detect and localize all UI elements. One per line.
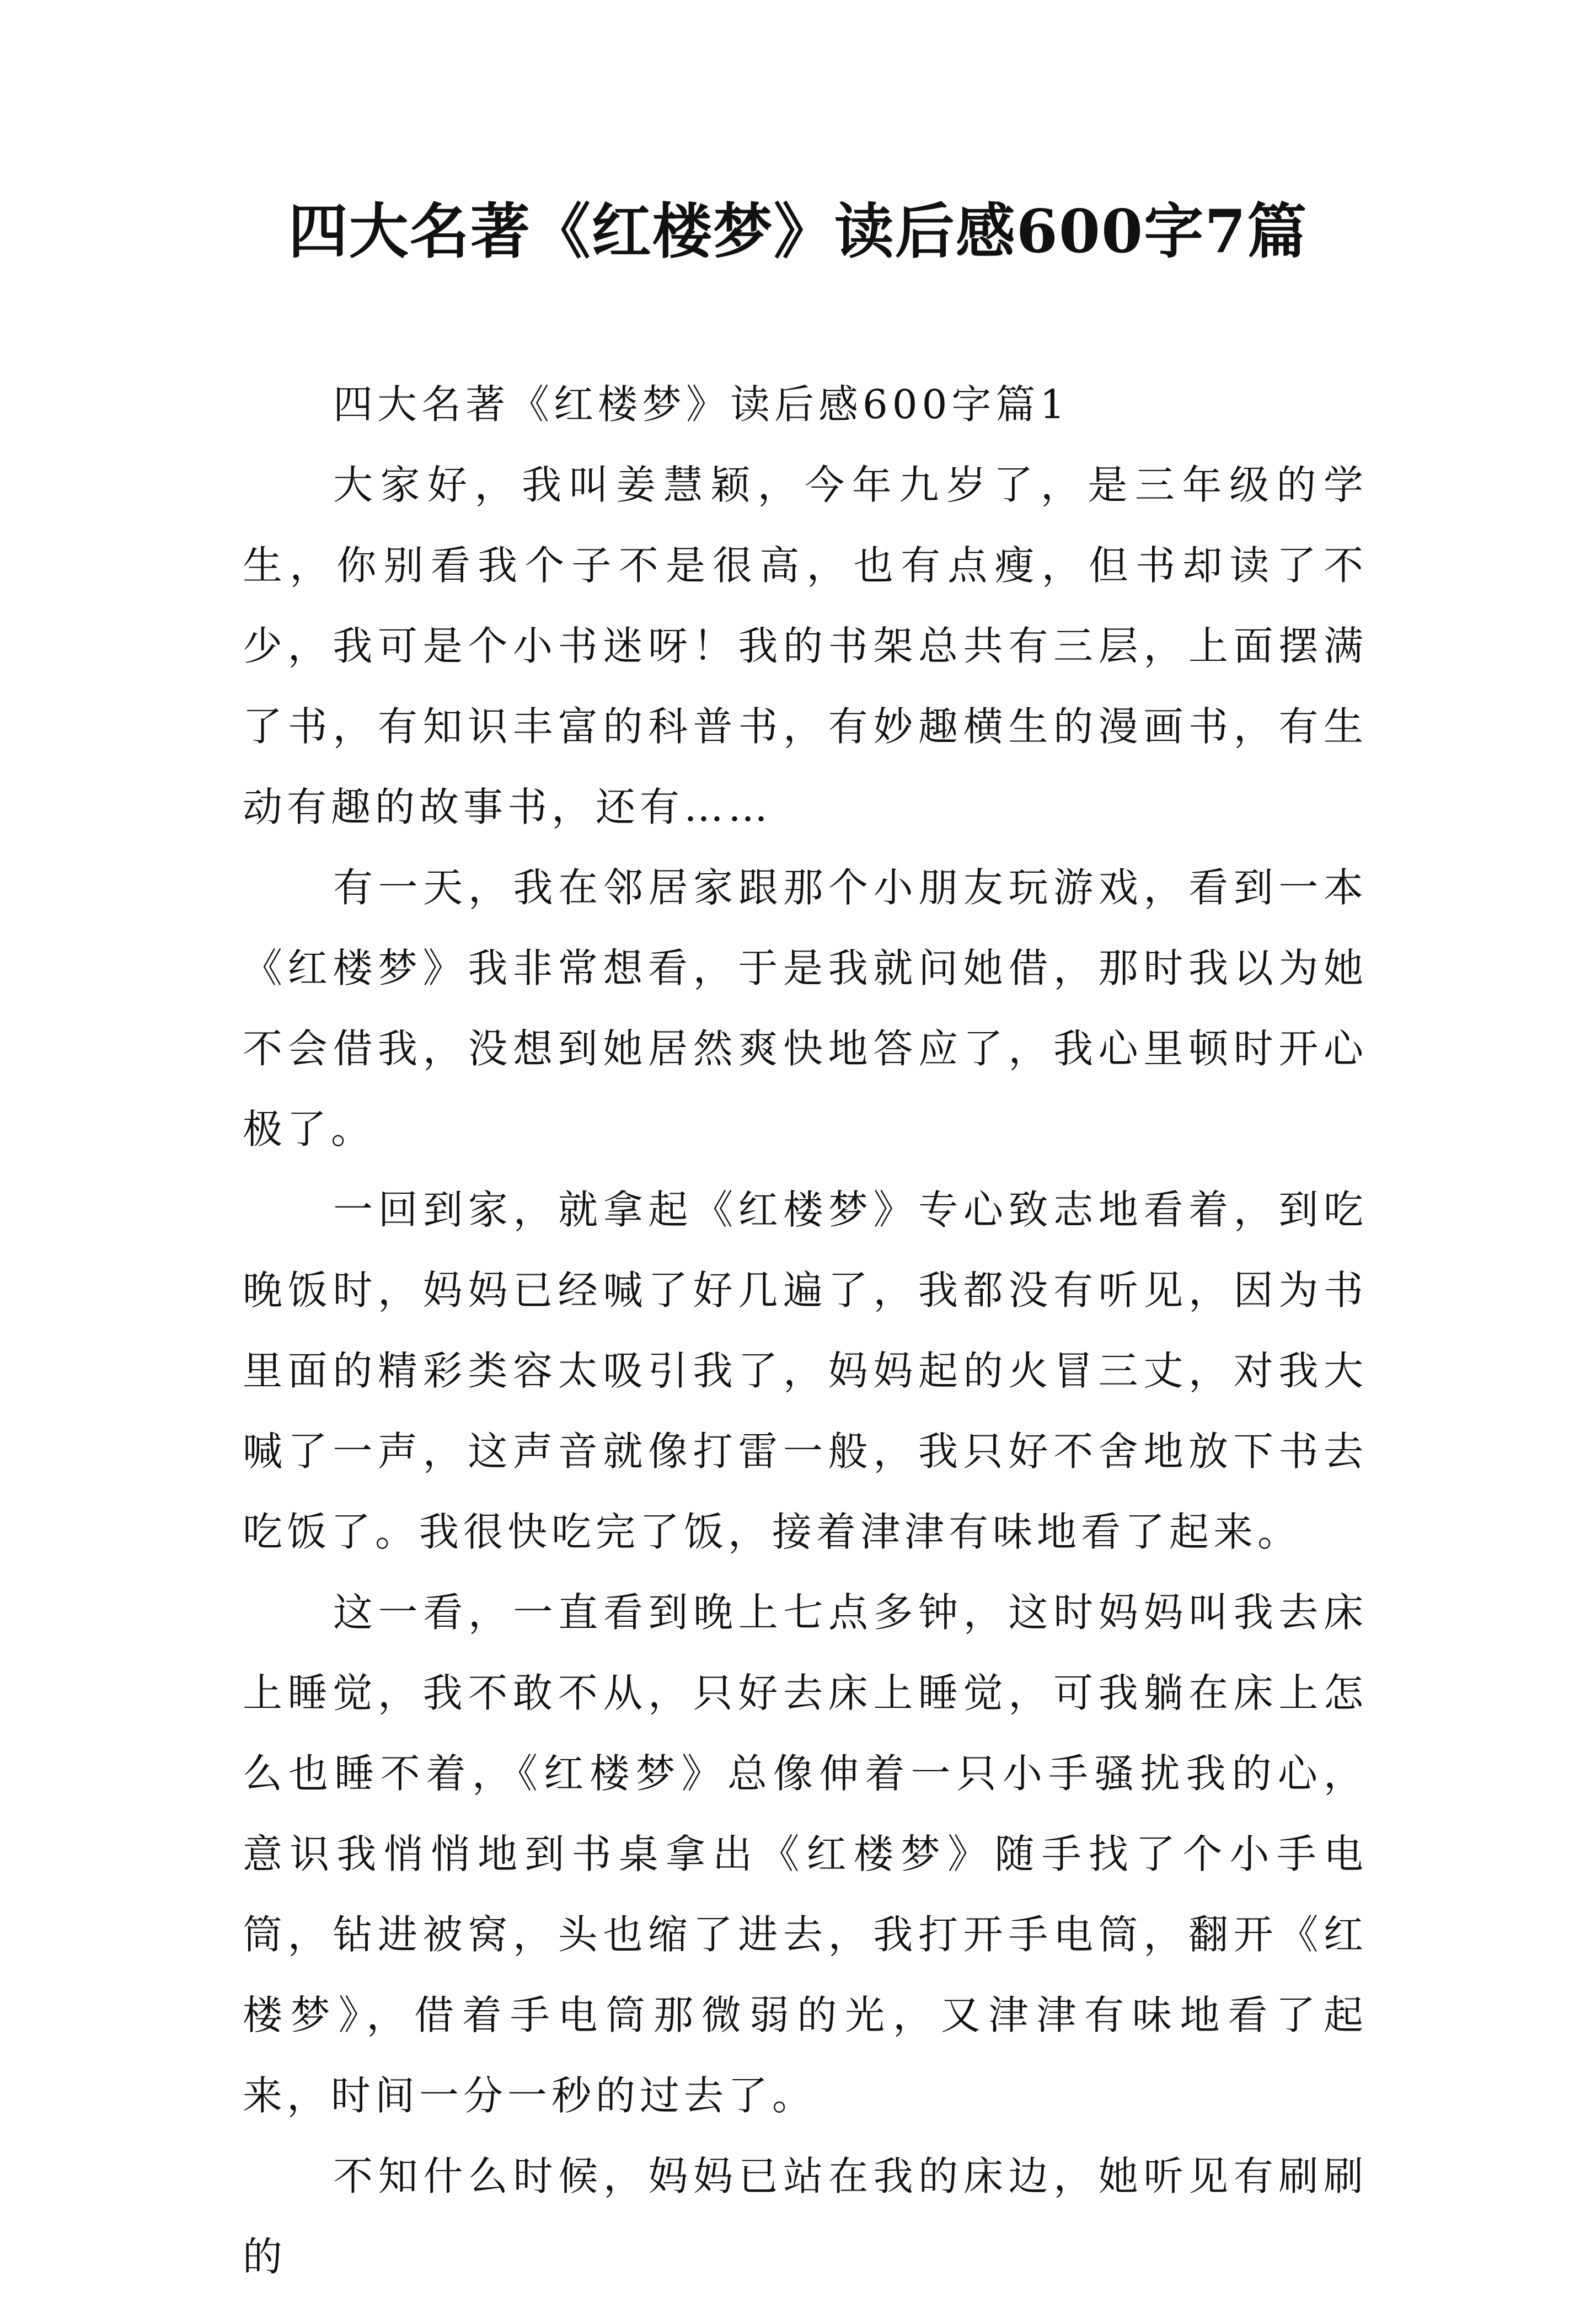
paragraph-2: 有一天，我在邻居家跟那个小朋友玩游戏，看到一本《红楼梦》我非常想看，于是我就问她借，那时我以为她不会借我，没想到她居然爽快地答应了，我心里顿时开心极了。 bbox=[243, 864, 1368, 1152]
document-body bbox=[243, 364, 1368, 2297]
paragraph-1: 大家好，我叫姜慧颖，今年九岁了，是三年级的学生，你别看我个子不是很高，也有点瘦，但书却读了不少，我可是个小书迷呀！我的书架总共有三层，上面摆满了书，有知识丰富的科普书，有妙趣横生的漫画书，有生动有趣的故事书，还有…… bbox=[243, 462, 1368, 830]
paragraph-3: 一回到家，就拿起《红楼梦》专心致志地看着，到吃晚饭时，妈妈已经喊了好几遍了，我都没有听见，因为书里面的精彩类容太吸引我了，妈妈起的火冒三丈，对我大喊了一声，这声音就像打雷一般，我只好不舍地放下书去吃饭了。我很快吃完了饭，接着津津有味地看了起来。 bbox=[243, 1187, 1368, 1555]
document-title: 四大名著《红楼梦》读后感600字7篇 bbox=[288, 197, 1308, 266]
paragraph-5: 不知什么时候，妈妈已站在我的床边，她听见有刷刷的 bbox=[243, 2153, 1368, 2280]
section-heading: 四大名著《红楼梦》读后感600字篇1 bbox=[333, 381, 1070, 428]
paragraph-4: 这一看，一直看到晚上七点多钟，这时妈妈叫我去床上睡觉，我不敢不从，只好去床上睡觉，可我躺在床上怎么也睡不着，《红楼梦》总像伸着一只小手骚扰我的心，意识我悄悄地到书桌拿出《红楼梦》随手找了个小手电筒，钻进被窝，头也缩了进去，我打开手电筒，翻开《红楼梦》，借着手电筒那微弱的光，又津津有味地看了起来，时间一分一秒的过去了。 bbox=[243, 1589, 1368, 2119]
